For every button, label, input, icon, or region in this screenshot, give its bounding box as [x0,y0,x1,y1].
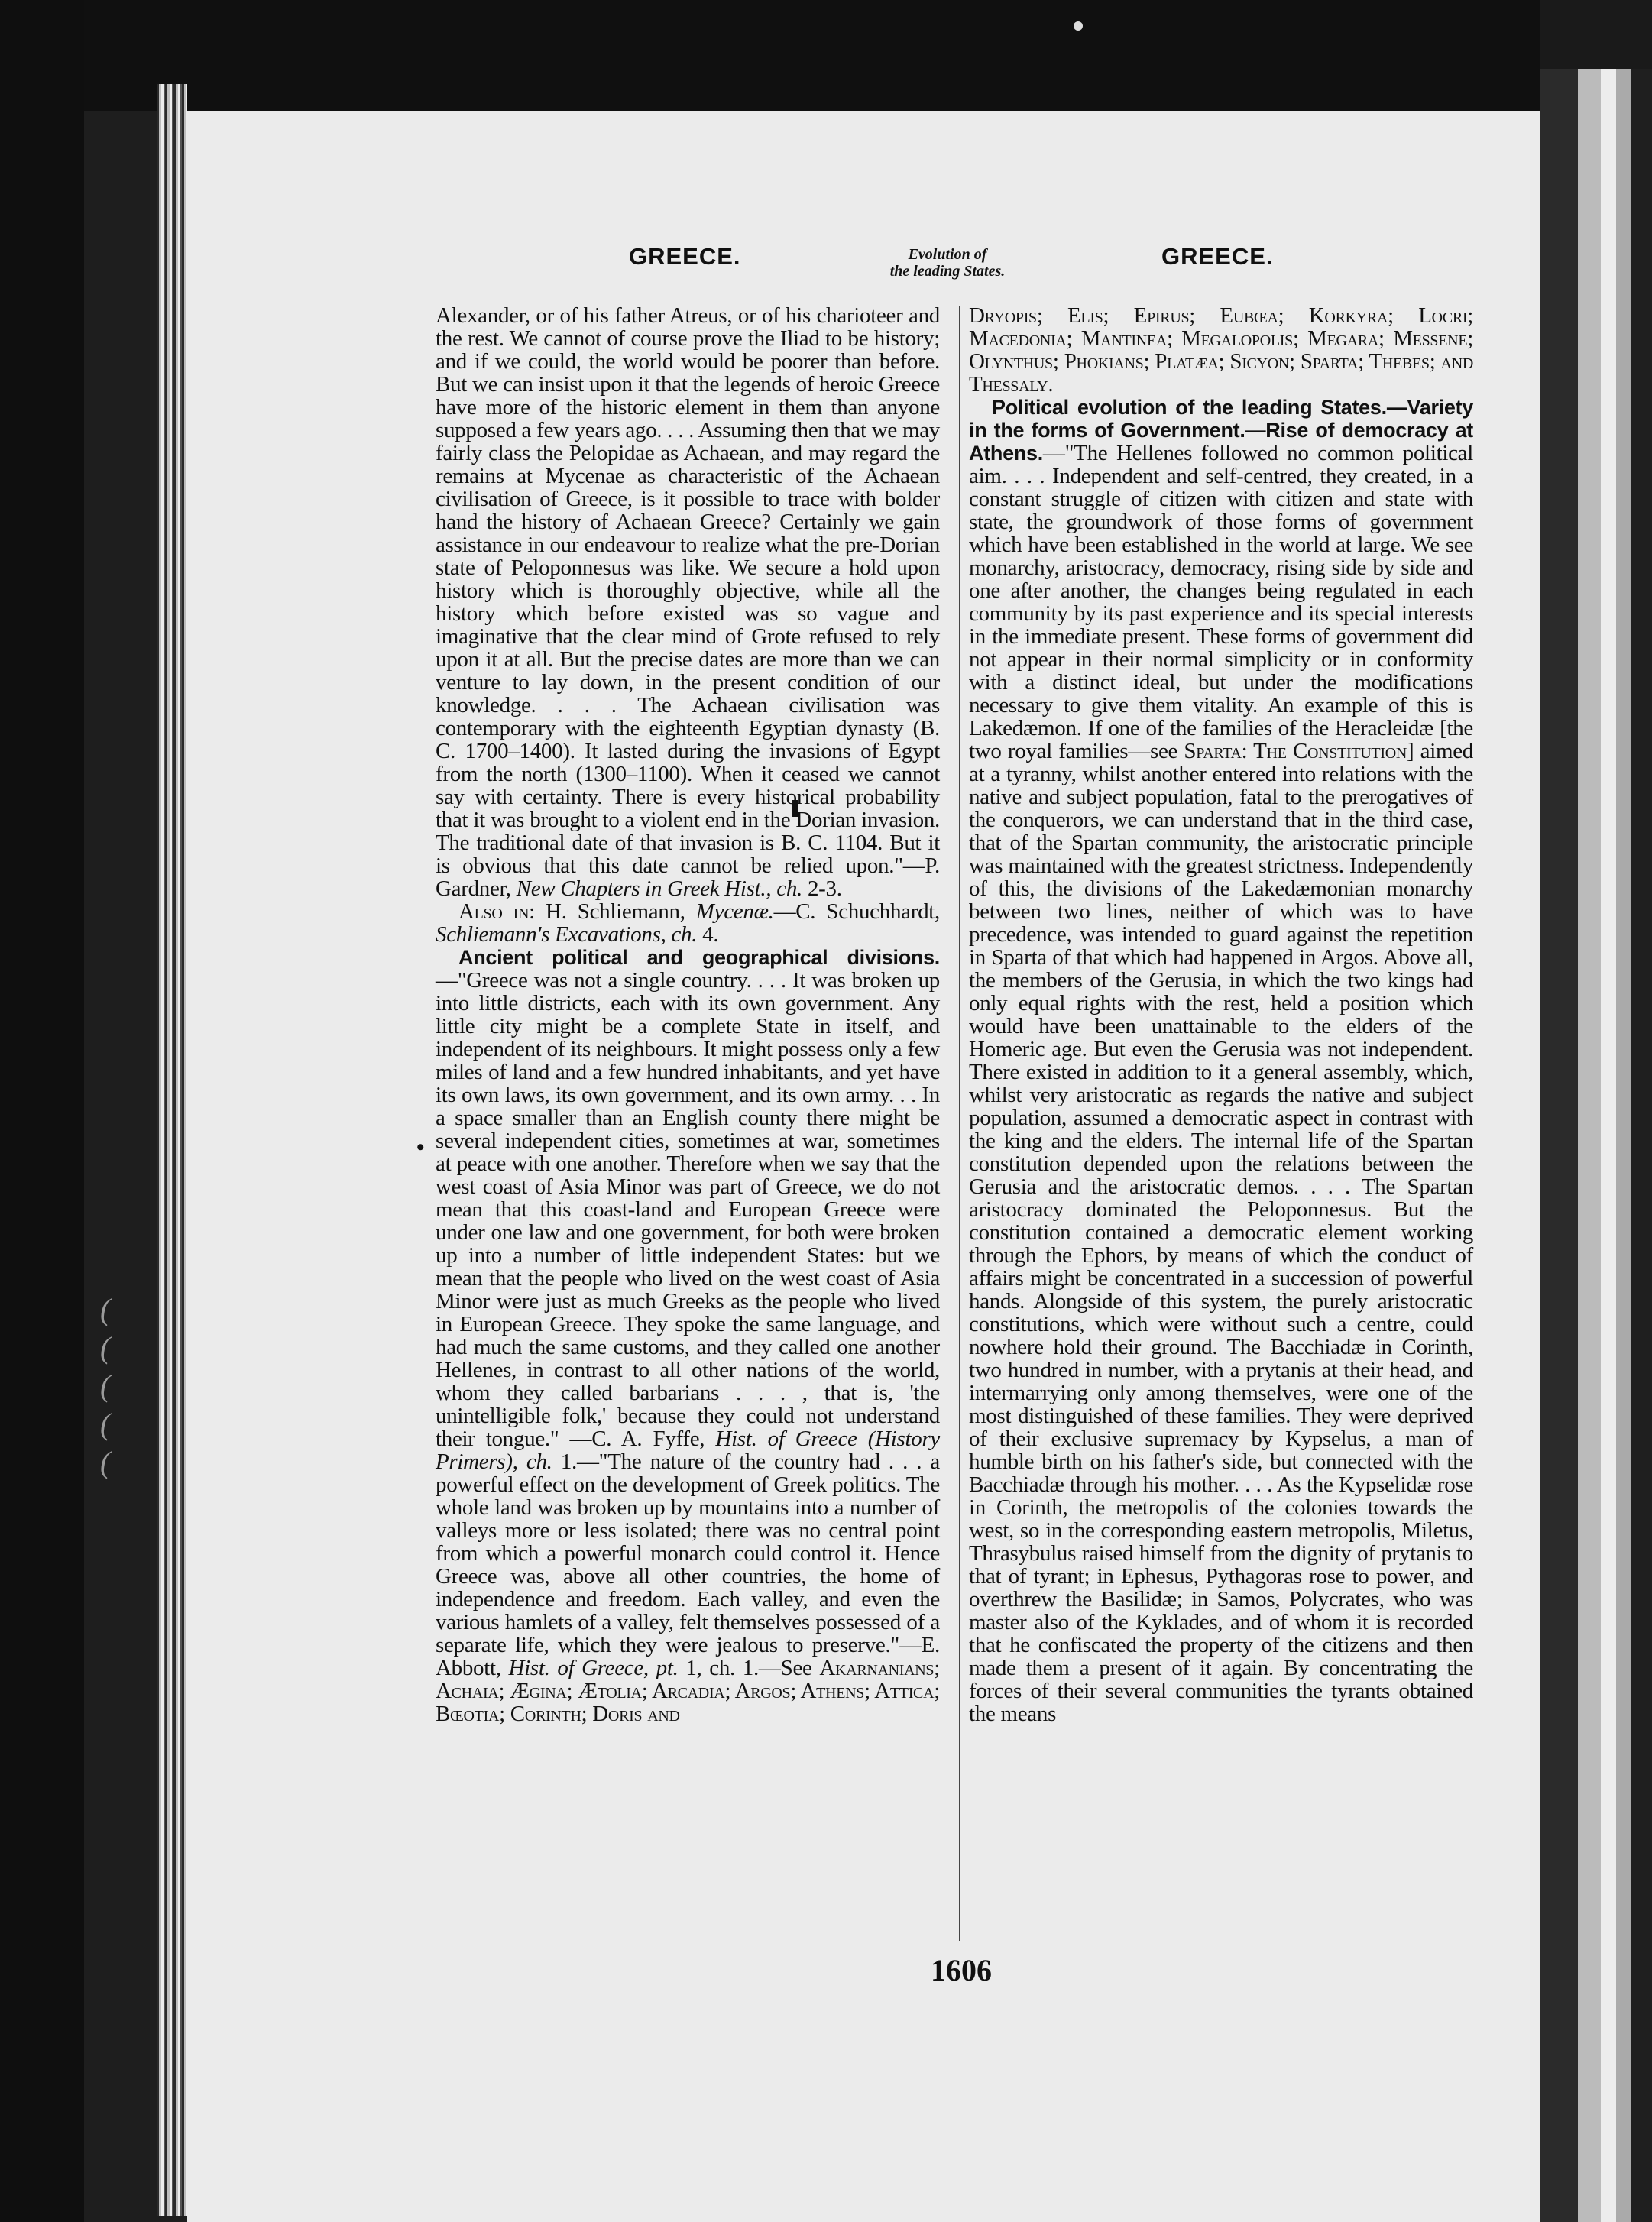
right-paragraph-1: Political evolution of the leading States.—Variety in the forms of Government.—Rise of democracy at Athens.—"The Hellenes followed no common political aim. . . . Independent and self-centred, they created, in a constant struggle of citizen with citizen and state with state, the groundwork of those forms of government which have been established in the world at large. We see monarchy, aristocracy, democracy, rising side by side and one after another, the changes being regulated in each community by its past experience and its special interests in the immediate present. These forms of government did not appear in their normal simplicity or in conformity with a distinct ideal, but under the modifications necessary to give them vitality. An example of this is Lakedæmon. If one of the families of the Heracleidæ [the two royal families—see Sparta: The Constitution] aimed at a tyranny, whilst another entered into relations with the native and subject population, fatal to the prerogatives of the conquerors, we can understand that in the third case, that of the Spartan community, the aristocratic principle was maintained with the greatest strictness. Independently of this, the divisions of the Lakedæmonian monarchy between two lines, neither of which was to have precedence, was intended to guard against the repetition in Sparta of that which had happened in Argos. Above all, the members of the Gerusia, in which the two kings had only equal rights with the rest, held a position which would have been unattainable to the elders of the Homeric age. But even the Gerusia was not independent. There existed in addition to it a general assembly, which, whilst very aristocratic as regards the native and subject population, assumed a democratic aspect in contrast with the king and the elders. The internal life of the Spartan constitution depended upon the relations between the Gerusia and the aristocratic demos. . . . The Spartan aristocracy dominated the Peloponnesus. But the constitution contained a democratic element working through the Ephors, by means of which the conduct of affairs might be concentrated in a succession of powerful hands. Alongside of this system, the purely aristocratic constitutions, which were without such a centre, could nowhere hold their ground. The Bacchiadæ in Corinth, two hundred in number, with a prytanis at their head, and intermarrying only among themselves, were one of the most distinguished of these families. They were deprived of their exclusive supremacy by Kypselus, a man of humble birth on his father's side, but connected with the Bacchiadæ through his mother. . . . As the Kypselidæ rose in Corinth, the metropolis of the colonies towards the west, so in the corresponding eastern metropolis, Miletus, Thrasybulus raised himself from the dignity of prytanis to that of tyrant; in Ephesus, Pythagoras rose to power, and overthrew the Basilidæ; in Samos, Polycrates, who was master also of the Kyklades, and of whom it is recorded that he confiscated the property of the citizens and then made them a present of it again. By concentrating the forces of their several communities the tyrants obtained the means [969,396,1474,1726]
left-column [436,304,940,1725]
column-divider [959,306,960,1941]
page-number: 1606 [931,1953,992,1987]
scan-artifact-dot [1074,21,1083,31]
running-header-right: GREECE. [1161,243,1274,270]
sparta-reference: Sparta: The Constitution [1184,739,1407,763]
left-paragraph-1: Alexander, or of his father Atreus, or of his charioteer and the rest. We cannot of course prove the Iliad to be history; and if we could, the world would be poorer than before. But we can insist upon it that the legends of heroic Greece have more of the historic element in them than anyone supposed a few years ago. . . . Assuming then that we may fairly class the Pelopidae as Achaean, and may regard the remains at Mycenae as characteristic of the Achaean civilisation of Greece, is it possible to trace with bolder hand the history of Achaean Greece? Certainly we gain assistance in our endeavour to realize what the pre-Dorian state of Peloponnesus was like. We secure a hold upon history which is thoroughly objective, while all the history which before existed was so vague and imaginative that the clear mind of Grote refused to rely upon it at all. But the precise dates are more than we can venture to lay down, in the present condition of our knowledge. . . . The Achaean civilisation was contemporary with the eighteenth Egyptian dynasty (B. C. 1700–1400). It lasted during the invasions of Egypt from the north (1300–1100). When it ceased we cannot say with certainty. There is every historical probability that it was brought to a violent end in the Dorian invasion. The traditional date of that invasion is B. C. 1104. But it is obvious that this date cannot be relied upon."—P. Gardner, New Chapters in Greek Hist., ch. 2-3. [436,303,940,901]
margin-mark: ( [100,1292,111,1326]
header-center-line2: the leading States. [889,263,1006,280]
margin-mark: ( [100,1369,111,1403]
right-column [969,304,1473,1725]
section-heading-evolution: Political evolution of the leading States.—Variety in the forms of Government.—Rise of democracy at Athens. [969,396,1473,465]
also-in-label: Also in [458,899,530,924]
scan-top-border [84,0,1540,111]
header-center-line1: Evolution of [908,246,987,263]
section-heading-divisions: Ancient political and geographical divisions. [458,946,940,969]
book-page-edges-left [157,84,187,2216]
running-header-left: GREECE. [629,243,741,270]
left-paragraph-2: Ancient political and geographical divisions.—"Greece was not a single country. . . . It was broken up into little districts, each with its own government. Any little city might be a complete State in itself, and independent of its neighbours. It might possess only a few miles of land and a few hundred inhabitants, and yet have its own laws, its own government, and its own army. . . In a space smaller than an English county there might be several independent cities, sometimes at war, sometimes at peace with one another. Therefore when we say that the west coast of Asia Minor was part of Greece, we do not mean that this coast-land and European Greece were under one law and one government, for both were broken up into a number of little independent States: but we mean that the people who lived on the west coast of Asia Minor were just as much Greeks as the people who lived in European Greece. They spoke the same language, and had much the same customs, and they called one another Hellenes, in contrast to all other nations of the world, whom they called barbarians . . . , that is, 'the unintelligible folk,' because they could not understand their tongue." —C. A. Fyffe, Hist. of Greece (History Primers), ch. 1.—"The nature of the country had . . . a powerful effect on the development of Greek politics. The whole land was broken up by mountains into a number of valleys more or less isolated; there was no central point from which a powerful monarch could control it. Hence Greece was, above all other countries, the home of independence and freedom. Each valley, and even the various hamlets of a valley, felt themselves possessed of a separate life, which they were jealous to preserve."—E. Abbott, Hist. of Greece, pt. 1, ch. 1.—See Akarnanians; Achaia; Ægina; Ætolia; Arcadia; Argos; Athens; Attica; Bœotia; Corinth; Doris and [436,946,941,1726]
see-references-left: Akarnanians; Achaia; Ægina; Ætolia; Arcadia; Argos; Athens; Attica; Bœotia; Corinth; Doris and [436,1656,941,1726]
see-references-right: Dryopis; Elis; Epirus; Eubœa; Korkyra; Locri; Macedonia; Mantinea; Megalopolis; Megara; Messene; Olynthus; Phokians; Platæa; Sicyon; Sparta; Thebes; and Thessaly. [969,303,1473,397]
citation: New Chapters in Greek Hist., ch. [516,876,802,901]
section-bullet: • [416,1135,425,1160]
book-page-edges-right [1540,69,1652,2222]
also-in-paragraph: Also in: H. Schliemann, Mycenæ.—C. Schuchhardt, Schliemann's Excavations, ch. 4. [436,899,940,947]
margin-mark: ( [100,1445,111,1479]
margin-mark: ( [100,1407,111,1441]
running-header-center [856,246,1039,280]
margin-mark: ( [100,1330,111,1365]
scan-left-border [0,0,84,2222]
